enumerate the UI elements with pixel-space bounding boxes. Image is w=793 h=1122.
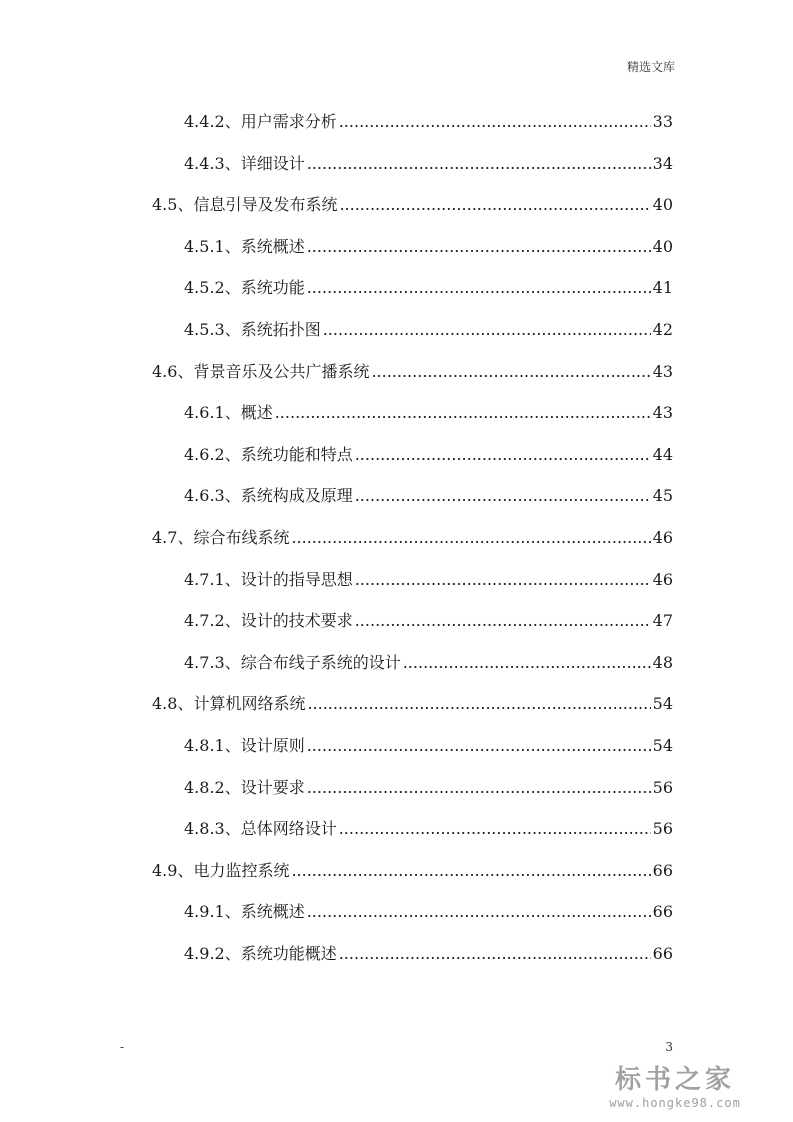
toc-entry-page: 42 (652, 320, 673, 339)
toc-dot-leader (339, 195, 650, 215)
toc-entry-label: 4.8.3、总体网络设计 (184, 819, 337, 839)
toc-entry-label: 4.7.2、设计的技术要求 (184, 611, 353, 631)
toc-entry-page: 34 (652, 153, 673, 173)
toc-entry[interactable] (184, 104, 673, 132)
toc-entry[interactable] (184, 603, 673, 631)
toc-dot-leader (355, 611, 651, 631)
footer-dash: - (120, 1040, 125, 1054)
toc-entry-label: 4.9.1、系统概述 (184, 902, 305, 922)
toc-entry-label: 4.5、信息引导及发布系统 (152, 195, 338, 215)
toc-entry[interactable] (184, 312, 673, 340)
toc-entry[interactable] (184, 395, 673, 423)
toc-entry[interactable] (184, 894, 673, 922)
toc-entry-page: 45 (652, 486, 673, 506)
toc-entry-page: 48 (652, 652, 673, 672)
toc-entry-label: 4.5.2、系统功能 (184, 278, 305, 298)
toc-dot-leader (307, 694, 650, 714)
toc-entry-label: 4.4.2、用户需求分析 (184, 112, 337, 131)
toc-dot-leader (371, 362, 650, 382)
toc-dot-leader (307, 736, 651, 756)
toc-entry-label: 4.5.3、系统拓扑图 (184, 320, 321, 339)
toc-entry-page: 43 (652, 361, 673, 381)
toc-entry[interactable] (184, 270, 673, 298)
toc-entry-label: 4.9、电力监控系统 (152, 860, 290, 880)
toc-entry-page: 44 (652, 444, 673, 464)
toc-entry-label: 4.9.2、系统功能概述 (184, 944, 337, 963)
toc-dot-leader (307, 278, 651, 298)
toc-entry[interactable] (184, 770, 673, 798)
toc-entry-page: 56 (652, 819, 673, 839)
toc-dot-leader (275, 403, 651, 423)
toc-entry[interactable] (184, 728, 673, 756)
toc-entry[interactable] (152, 686, 673, 714)
toc-entry-page: 46 (652, 528, 673, 547)
running-header: 精选文库 (626, 60, 675, 74)
watermark-logo (575, 1059, 775, 1110)
toc-dot-leader (323, 320, 651, 340)
toc-entry-page: 56 (652, 777, 673, 797)
toc-entry[interactable] (184, 229, 673, 257)
toc-entry-page: 47 (652, 611, 673, 631)
toc-entry-page: 40 (652, 195, 673, 215)
watermark-title: 标书之家 (614, 1065, 735, 1095)
toc-entry[interactable] (184, 936, 673, 964)
toc-entry-label: 4.6、背景音乐及公共广播系统 (152, 361, 370, 381)
toc-dot-leader (355, 570, 651, 590)
toc-entry-label: 4.7.3、综合布线子系统的设计 (184, 652, 401, 672)
toc-entry-label: 4.6.2、系统功能和特点 (184, 444, 353, 464)
toc-dot-leader (355, 445, 651, 465)
toc-dot-leader (307, 237, 651, 257)
page-number: 3 (665, 1040, 673, 1054)
toc-entry-page: 54 (652, 694, 673, 714)
toc-entry-label: 4.4.3、详细设计 (184, 153, 305, 173)
toc-entry-label: 4.8.2、设计要求 (184, 777, 305, 797)
toc-dot-leader (355, 486, 651, 506)
toc-entry-page: 33 (652, 112, 673, 131)
toc-entry-page: 54 (652, 736, 673, 755)
toc-entry-page: 66 (652, 902, 673, 922)
toc-entry-page: 66 (652, 860, 673, 880)
toc-entry[interactable] (152, 187, 673, 215)
toc-entry[interactable] (152, 853, 673, 881)
toc-entry-page: 66 (652, 944, 673, 963)
toc-dot-leader (339, 819, 651, 839)
toc-entry-label: 4.8.1、设计原则 (184, 736, 305, 755)
toc-entry-page: 43 (652, 403, 673, 423)
toc-entry[interactable] (184, 562, 673, 590)
toc-entry-label: 4.6.1、概述 (184, 403, 273, 423)
toc-entry[interactable] (184, 478, 673, 506)
toc-entry[interactable] (152, 354, 673, 382)
toc-dot-leader (339, 112, 651, 132)
toc-dot-leader (307, 902, 651, 922)
toc-entry-page: 46 (652, 569, 673, 589)
toc-entry-page: 41 (652, 278, 673, 298)
toc-entry-label: 4.6.3、系统构成及原理 (184, 486, 353, 506)
toc-dot-leader (403, 653, 651, 673)
toc-dot-leader (307, 778, 651, 798)
toc-entry-label: 4.7.1、设计的指导思想 (184, 569, 353, 589)
toc-entry-label: 4.8、计算机网络系统 (152, 694, 306, 714)
toc-dot-leader (307, 154, 651, 174)
toc-entry-label: 4.5.1、系统概述 (184, 236, 305, 256)
toc-dot-leader (291, 528, 650, 548)
toc-entry[interactable] (184, 811, 673, 839)
toc-entry[interactable] (184, 437, 673, 465)
toc-dot-leader (339, 944, 651, 964)
toc-dot-leader (291, 861, 650, 881)
toc-entry[interactable] (152, 520, 673, 548)
toc-entry[interactable] (184, 645, 673, 673)
toc-entry[interactable] (184, 146, 673, 174)
toc-entry-label: 4.7、综合布线系统 (152, 528, 290, 547)
toc-entry-page: 40 (652, 236, 673, 256)
watermark-url: www.hongke98.com (609, 1096, 741, 1110)
